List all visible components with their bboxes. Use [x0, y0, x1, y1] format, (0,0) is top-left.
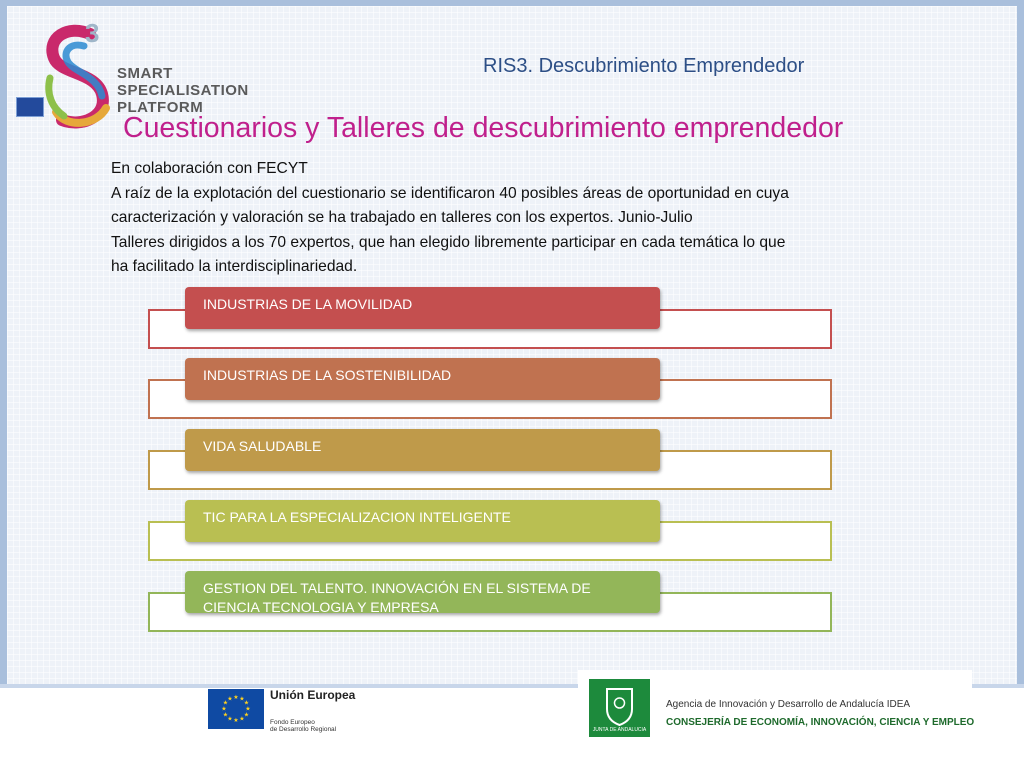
eu-flag-icon — [208, 689, 264, 729]
svg-text:★: ★ — [227, 695, 233, 703]
eu-fund-text — [270, 719, 336, 733]
svg-text:★: ★ — [233, 694, 239, 701]
area-label-5: GESTION DEL TALENTO. INNOVACIÓN EN EL SISTEMA DE CIENCIA TECNOLOGIA Y EMPRESA — [203, 580, 591, 615]
body-text — [111, 157, 941, 280]
junta-andalucia-logo-icon — [589, 679, 650, 737]
junta-label: JUNTA DE ANDALUCIA — [592, 727, 647, 733]
area-box-3 — [185, 429, 660, 471]
s3-logo-icon — [40, 16, 120, 131]
eu-flag-small-icon — [16, 97, 44, 117]
body-line-1: En colaboración con FECYT — [111, 160, 308, 177]
body-line-2: A raíz de la explotación del cuestionario se identificaron 40 posibles áreas de oportunidad en cuya — [111, 184, 789, 202]
svg-text:★: ★ — [227, 715, 233, 723]
agency-name: Agencia de Innovación y Desarrollo de Andalucía IDEA — [666, 699, 911, 710]
svg-text:★: ★ — [233, 717, 239, 724]
consejeria-name: CONSEJERÍA DE ECONOMÍA, INNOVACIÓN, CIENCIA Y EMPLEO — [666, 717, 975, 728]
body-line-3: caracterización y valoración se ha trabajado en talleres con los expertos. Junio-Julio — [111, 209, 693, 226]
area-box-2 — [185, 358, 660, 400]
body-line-5: ha facilitado la interdisciplinariedad. — [111, 258, 358, 275]
svg-text:★: ★ — [239, 715, 245, 723]
eu-stars-icon — [208, 689, 264, 729]
area-box-1 — [185, 287, 660, 329]
svg-text:★: ★ — [245, 705, 251, 713]
area-label-3: VIDA SALUDABLE — [203, 438, 322, 454]
slide-title: Cuestionarios y Talleres de descubrimiento emprendedor — [123, 112, 844, 144]
area-label-4: TIC PARA LA ESPECIALIZACION INTELIGENTE — [203, 509, 511, 525]
svg-text:★: ★ — [239, 695, 245, 703]
svg-text:★: ★ — [222, 699, 229, 707]
area-box-4 — [185, 500, 660, 542]
area-label-2: INDUSTRIAS DE LA SOSTENIBILIDAD — [203, 367, 452, 383]
svg-text:★: ★ — [221, 705, 227, 713]
logo-number: 3 — [85, 18, 100, 48]
body-line-4: Talleres dirigidos a los 70 expertos, que han elegido libremente participar en cada temática lo que — [111, 233, 786, 251]
logo-text — [117, 65, 249, 116]
logo-line-2: SPECIALISATION — [117, 82, 249, 99]
area-label-1: INDUSTRIAS DE LA MOVILIDAD — [203, 296, 413, 312]
logo-line-1: SMART — [117, 65, 173, 82]
svg-text:★: ★ — [222, 711, 229, 719]
eu-fund-line-2: de Desarrollo Regional — [270, 726, 337, 733]
eu-fund-line-1: Fondo Europeo — [270, 719, 315, 726]
slide-subtitle: RIS3. Descubrimiento Emprendedor — [483, 55, 805, 77]
eu-label: Unión Europea — [270, 688, 356, 702]
area-box-5 — [185, 571, 660, 613]
svg-text:★: ★ — [243, 711, 250, 719]
svg-text:★: ★ — [243, 699, 250, 707]
logo-line-3: PLATFORM — [117, 99, 204, 116]
